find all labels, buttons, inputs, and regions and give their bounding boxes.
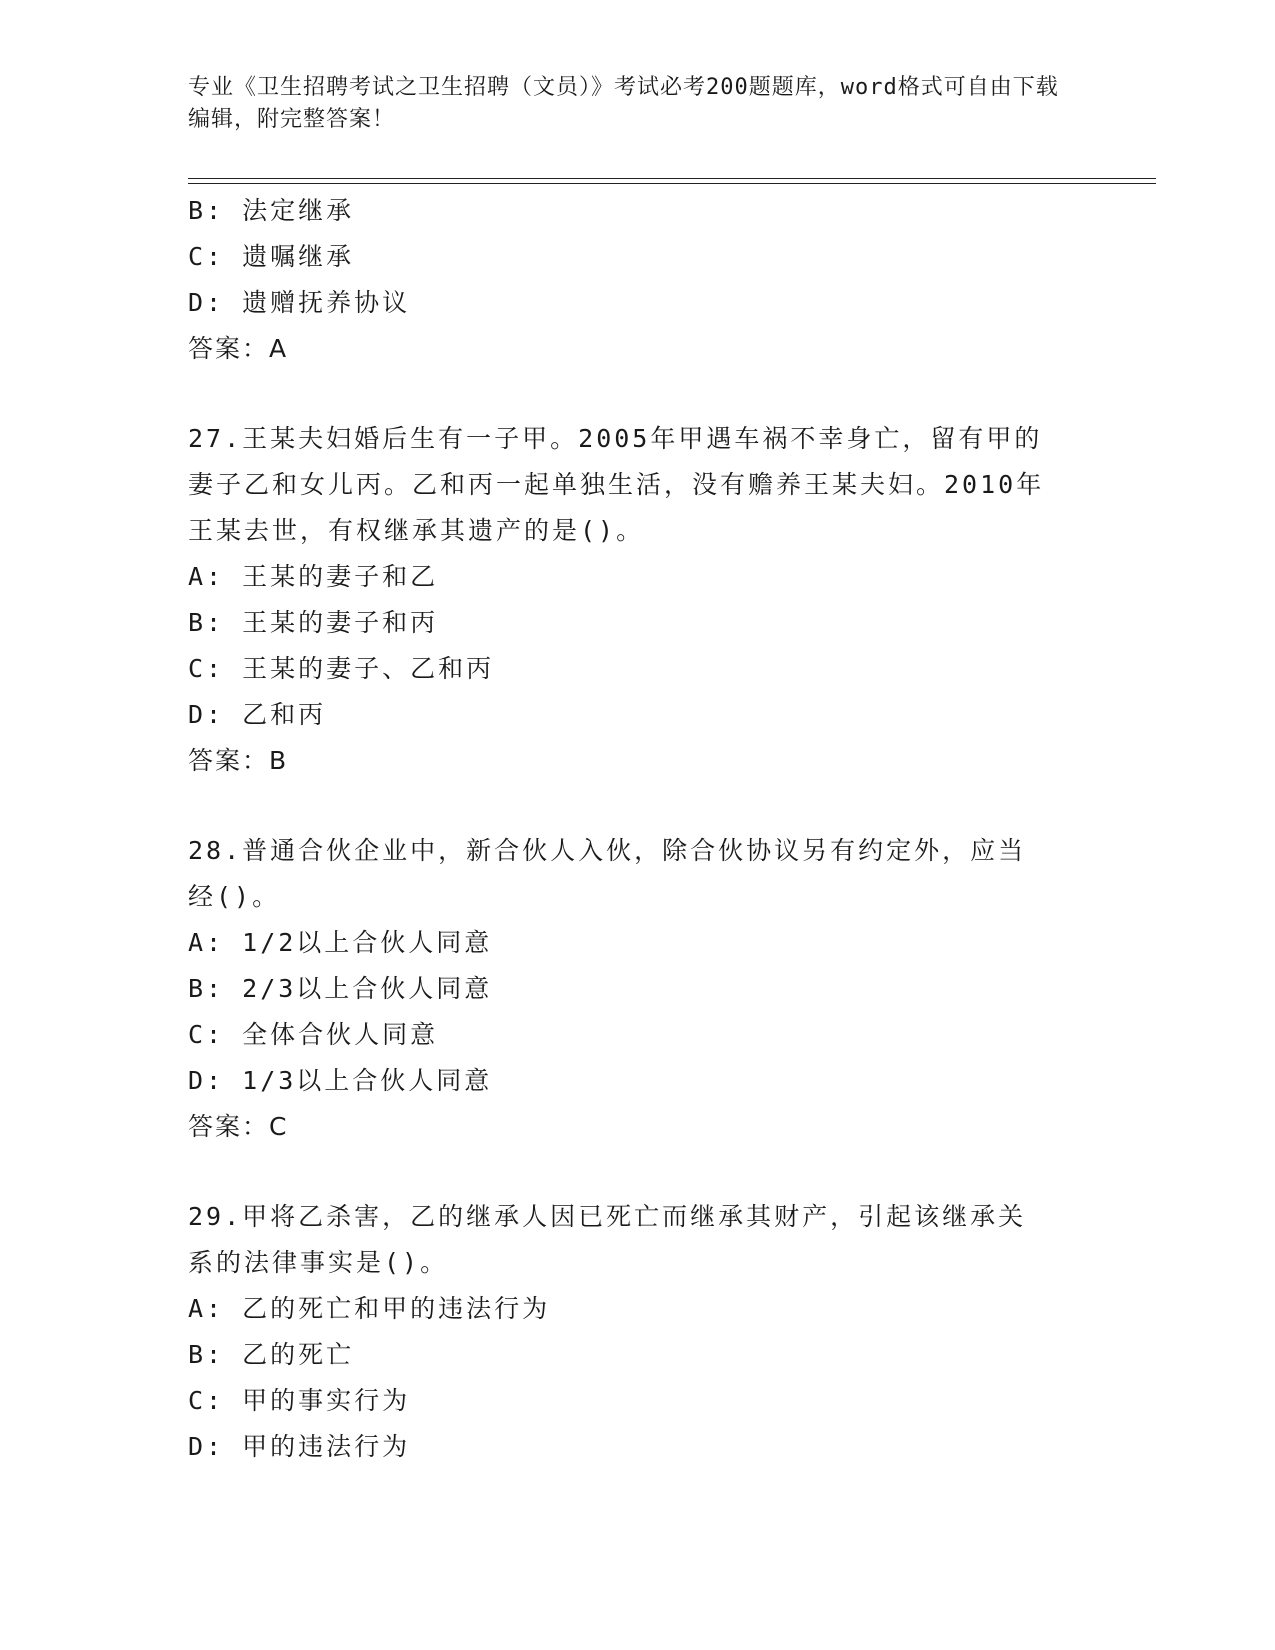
answer-line: 答案：B xyxy=(188,746,289,775)
option-d: D: 1/3以上合伙人同意 xyxy=(188,1066,493,1095)
option-c: C: 甲的事实行为 xyxy=(188,1386,411,1415)
option-a: A: 王某的妻子和乙 xyxy=(188,562,439,591)
answer-line: 答案：C xyxy=(188,1112,289,1141)
option-b: B: 乙的死亡 xyxy=(188,1340,355,1369)
option-d: D: 遗赠抚养协议 xyxy=(188,288,411,317)
option-b: B: 2/3以上合伙人同意 xyxy=(188,974,493,1003)
spacer xyxy=(188,372,1088,416)
option-d: D: 甲的违法行为 xyxy=(188,1432,411,1461)
option-a: A: 乙的死亡和甲的违法行为 xyxy=(188,1294,551,1323)
option-d: D: 乙和丙 xyxy=(188,700,327,729)
spacer xyxy=(188,784,1088,828)
question-text: 27.王某夫妇婚后生有一子甲。2005年甲遇车祸不幸身亡，留有甲的妻子乙和女儿丙。乙和丙一起单独生活，没有赡养王某夫妇。2010年王某去世，有权继承其遗产的是()。 xyxy=(188,424,1045,545)
option-c: C: 王某的妻子、乙和丙 xyxy=(188,654,495,683)
question-list xyxy=(188,188,1088,1470)
question-text: 28.普通合伙企业中，新合伙人入伙，除合伙协议另有约定外，应当经()。 xyxy=(188,836,1027,911)
option-b: B: 法定继承 xyxy=(188,196,355,225)
header-divider-top xyxy=(188,178,1156,179)
question-27 xyxy=(188,416,1048,784)
document-header-title: 专业《卫生招聘考试之卫生招聘（文员）》考试必考200题题库，word格式可自由下载编辑，附完整答案！ xyxy=(188,75,1059,132)
option-c: C: 遗嘱继承 xyxy=(188,242,355,271)
partial-question xyxy=(188,188,1088,372)
option-b: B: 王某的妻子和丙 xyxy=(188,608,439,637)
spacer xyxy=(188,1150,1088,1194)
question-text: 29.甲将乙杀害，乙的继承人因已死亡而继承其财产，引起该继承关系的法律事实是()。 xyxy=(188,1202,1027,1277)
header-divider-bottom xyxy=(188,183,1156,184)
option-c: C: 全体合伙人同意 xyxy=(188,1020,439,1049)
question-29 xyxy=(188,1194,1048,1470)
answer-line: 答案：A xyxy=(188,334,289,363)
option-a: A: 1/2以上合伙人同意 xyxy=(188,928,493,957)
question-28 xyxy=(188,828,1048,1150)
